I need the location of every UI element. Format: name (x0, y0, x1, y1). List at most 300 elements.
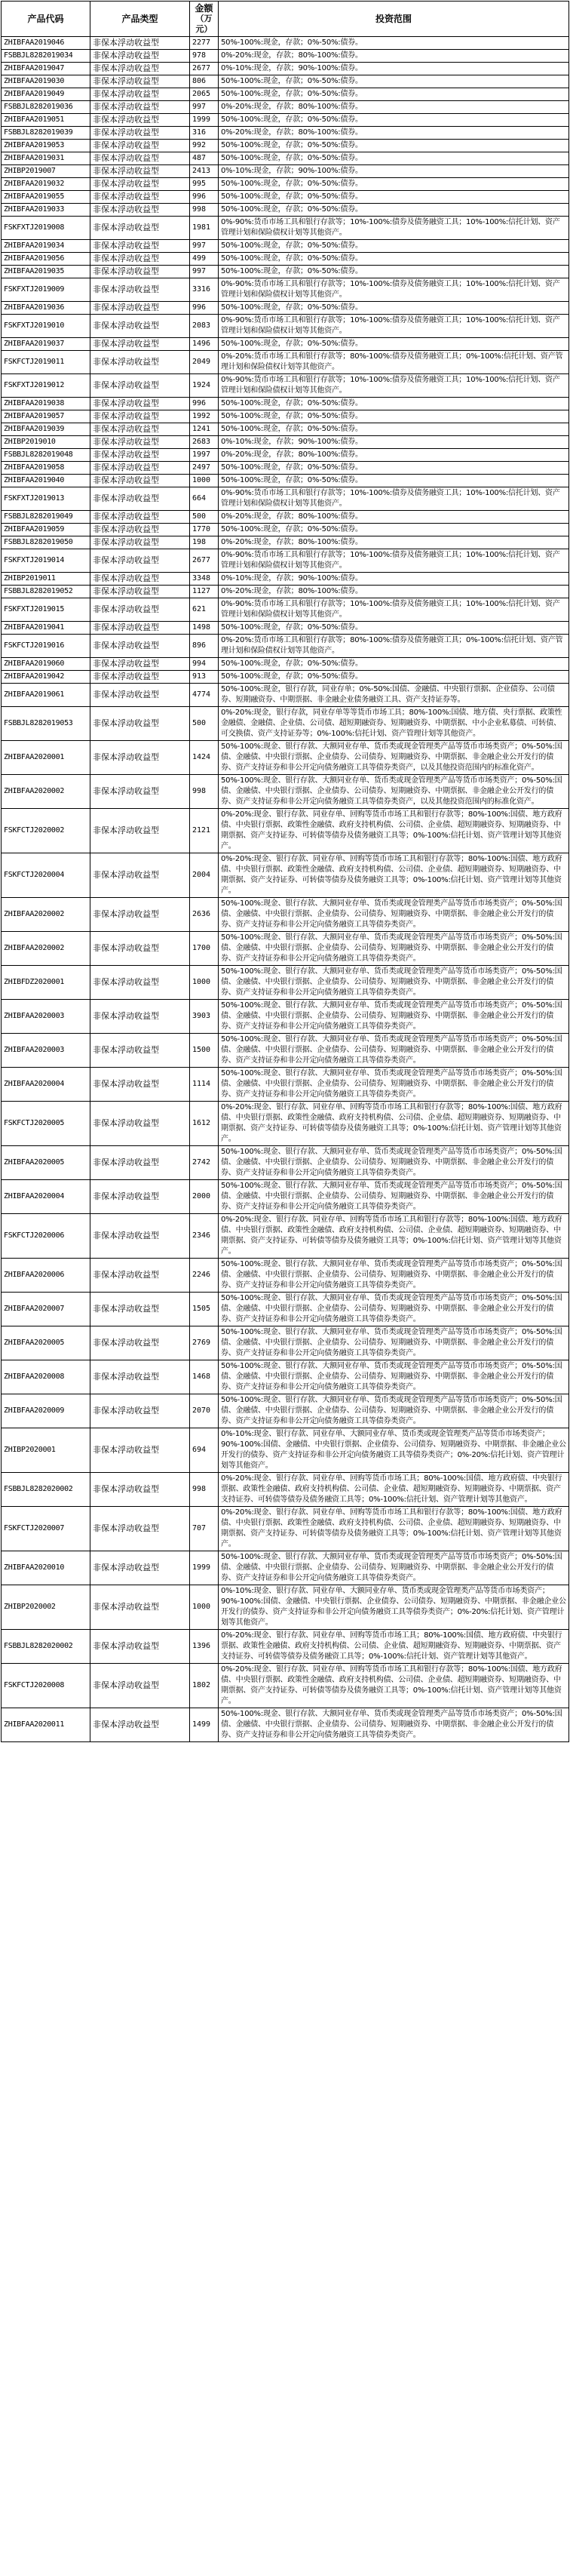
cell-amount: 1114 (190, 1068, 219, 1102)
cell-investment-scope: 50%-100%:现金，存款；0%-50%:债券。 (219, 524, 569, 536)
cell-investment-scope: 50%-100%:现金、银行存款、大额同业存单、货币类或现金管理类产品等货币市场类资产；0%-50%:国债、金融债、中央银行票据、企业债券、公司债券、短期融资券、中期票据、非金融企业公开发行的债券、资产支持证券和非公开定向债务融资工具等债券类资产。 (219, 1034, 569, 1068)
cell-investment-scope: 50%-100%:现金，存款；0%-50%:债券。 (219, 398, 569, 410)
cell-amount: 1992 (190, 410, 219, 423)
table-row (2, 338, 569, 351)
cell-product-type: 非保本浮动收益型 (90, 966, 190, 1000)
cell-amount: 992 (190, 140, 219, 152)
cell-amount: 1000 (190, 475, 219, 487)
cell-amount: 2769 (190, 1326, 219, 1360)
cell-investment-scope: 50%-100%:现金，存款；0%-50%:债券。 (219, 253, 569, 266)
cell-amount: 1999 (190, 1551, 219, 1585)
cell-product-code: ZHIBFAA2020002 (2, 775, 90, 809)
cell-product-code: FSKFXTJ2019013 (2, 487, 90, 511)
cell-product-code: FSBBJL8282019039 (2, 127, 90, 140)
cell-product-type: 非保本浮动收益型 (90, 315, 190, 338)
cell-product-type: 非保本浮动收益型 (90, 1146, 190, 1180)
table-row (2, 88, 569, 101)
cell-amount: 994 (190, 658, 219, 671)
cell-amount: 998 (190, 1473, 219, 1507)
cell-amount: 1802 (190, 1664, 219, 1708)
cell-product-type: 非保本浮动收益型 (90, 410, 190, 423)
cell-amount: 2742 (190, 1146, 219, 1180)
cell-product-code: FSKFXTJ2019010 (2, 315, 90, 338)
cell-product-type: 非保本浮动收益型 (90, 436, 190, 449)
cell-product-type: 非保本浮动收益型 (90, 684, 190, 707)
cell-product-type: 非保本浮动收益型 (90, 191, 190, 204)
table-row (2, 549, 569, 573)
cell-investment-scope: 0%-20%:现金，存款；80%-100%:债券。 (219, 449, 569, 462)
cell-product-code: FSKFXTJ2019014 (2, 549, 90, 573)
cell-product-code: FSBBJL8282019048 (2, 449, 90, 462)
cell-product-type: 非保本浮动收益型 (90, 775, 190, 809)
table-row (2, 462, 569, 475)
cell-product-type: 非保本浮动收益型 (90, 622, 190, 635)
cell-amount: 621 (190, 598, 219, 622)
table-row (2, 775, 569, 809)
cell-product-type: 非保本浮动收益型 (90, 487, 190, 511)
cell-amount: 1498 (190, 622, 219, 635)
table-row (2, 165, 569, 178)
table-row (2, 75, 569, 88)
table-row (2, 217, 569, 240)
cell-investment-scope: 0%-90%:货币市场工具和银行存款等；10%-100%:债券及债务融资工具；10%-100%:信托计划、资产管理计划和保险债权计划等其他资产。 (219, 217, 569, 240)
cell-investment-scope: 0%-20%:现金、银行存款、同业存单、回购等货币市场工具和银行存款等；80%-100%:国债、地方政府债、中央银行票据、政策性金融债、政府支持机构债、公司债、企业债、超短期融资券、短期融资券、中期票据、资产支持证券、可转债等债券及债务融资工具等；0%-100%:信托计划、资产管理计划等其他资产。 (219, 1214, 569, 1259)
cell-product-type: 非保本浮动收益型 (90, 658, 190, 671)
table-row (2, 684, 569, 707)
table-row (2, 204, 569, 217)
table-row (2, 536, 569, 549)
cell-amount: 1500 (190, 1034, 219, 1068)
table-row (2, 449, 569, 462)
cell-amount: 1000 (190, 966, 219, 1000)
cell-investment-scope: 50%-100%:现金、银行存款、大额同业存单、货币类或现金管理类产品等货币市场类资产；0%-50%:国债、金融债、中央银行票据、企业债券、公司债券、短期融资券、中期票据、非金融企业公开发行的债券、资产支持证券和非公开定向债务融资工具等债券类资产。 (219, 1293, 569, 1326)
cell-investment-scope: 0%-90%:货币市场工具和银行存款等；10%-100%:债券及债务融资工具；10%-100%:信托计划、资产管理计划和保险债权计划等其他资产。 (219, 598, 569, 622)
table-row (2, 1507, 569, 1551)
cell-amount: 998 (190, 204, 219, 217)
cell-investment-scope: 50%-100%:现金，存款；0%-50%:债券。 (219, 75, 569, 88)
cell-product-type: 非保本浮动收益型 (90, 524, 190, 536)
header-amount-unit: （万元） (195, 14, 213, 34)
header-product-type: 产品类型 (90, 2, 190, 37)
cell-product-code: ZHIBFAA2019035 (2, 266, 90, 278)
cell-product-code: ZHIBFAA2019057 (2, 410, 90, 423)
cell-investment-scope: 0%-20%:现金，存款；80%-100%:债券。 (219, 536, 569, 549)
cell-product-type: 非保本浮动收益型 (90, 549, 190, 573)
cell-amount: 2004 (190, 853, 219, 898)
table-row (2, 410, 569, 423)
table-row (2, 1259, 569, 1293)
cell-investment-scope: 0%-90%:货币市场工具和银行存款等；10%-100%:债券及债务融资工具；10%-100%:信托计划、资产管理计划和保险债权计划等其他资产。 (219, 278, 569, 302)
cell-product-code: ZHIBFAA2019032 (2, 178, 90, 191)
cell-amount: 996 (190, 191, 219, 204)
table-row (2, 1000, 569, 1034)
cell-investment-scope: 0%-20%:现金、银行存款、同业存单、回购等货币市场工具；80%-100%:国债、地方政府债、中央银行票据、政策性金融债、政府支持机构债、公司债、企业债、超短期融资券、短期融资券、中期票据、资产支持证券、可转债等债券及债务融资工具等；0%-100%:信托计划、资产管理计划等其他资产。 (219, 1630, 569, 1664)
cell-product-type: 非保本浮动收益型 (90, 88, 190, 101)
cell-product-code: ZHIBFAA2020002 (2, 932, 90, 966)
cell-investment-scope: 50%-100%:现金，存款；0%-50%:债券。 (219, 622, 569, 635)
cell-product-type: 非保本浮动收益型 (90, 50, 190, 63)
table-row (2, 101, 569, 114)
cell-product-code: ZHIBFAA2019047 (2, 63, 90, 75)
cell-amount: 707 (190, 1507, 219, 1551)
table-row (2, 1293, 569, 1326)
cell-amount: 806 (190, 75, 219, 88)
cell-amount: 997 (190, 101, 219, 114)
cell-product-code: FSKFXTJ2019012 (2, 374, 90, 398)
cell-product-code: FSKFCTJ2020008 (2, 1664, 90, 1708)
cell-investment-scope: 50%-100%:现金，存款；0%-50%:债券。 (219, 204, 569, 217)
cell-product-code: ZHIBFAA2020011 (2, 1708, 90, 1742)
cell-product-code: ZHIBFAA2019038 (2, 398, 90, 410)
product-table-page (1, 1, 569, 1742)
table-row (2, 966, 569, 1000)
cell-investment-scope: 50%-100%:现金，存款；0%-50%:债券。 (219, 178, 569, 191)
cell-product-code: FSBBJL8282019034 (2, 50, 90, 63)
cell-investment-scope: 0%-10%:现金，存款；90%-100%:债券。 (219, 436, 569, 449)
cell-amount: 3348 (190, 573, 219, 586)
cell-product-type: 非保本浮动收益型 (90, 635, 190, 658)
cell-product-type: 非保本浮动收益型 (90, 853, 190, 898)
table-row (2, 1630, 569, 1664)
table-row (2, 1102, 569, 1146)
cell-amount: 3903 (190, 1000, 219, 1034)
cell-investment-scope: 50%-100%:现金，存款；0%-50%:债券。 (219, 152, 569, 165)
cell-investment-scope: 50%-100%:现金、银行存款、大额同业存单、货币类或现金管理类产品等货币市场类资产；0%-50%:国债、金融债、中央银行票据、企业债券、公司债券、短期融资券、中期票据、非金融企业公开发行的债券、资产支持证券和非公开定向债务融资工具等债券类资产。 (219, 1394, 569, 1428)
cell-product-type: 非保本浮动收益型 (90, 1034, 190, 1068)
cell-product-type: 非保本浮动收益型 (90, 152, 190, 165)
cell-investment-scope: 0%-20%:现金，存款；80%-100%:债券。 (219, 127, 569, 140)
cell-investment-scope: 0%-90%:货币市场工具和银行存款等；10%-100%:债券及债务融资工具；10%-100%:信托计划、资产管理计划和保险债权计划等其他资产。 (219, 549, 569, 573)
table-body (2, 37, 569, 1742)
cell-product-type: 非保本浮动收益型 (90, 449, 190, 462)
table-row (2, 1034, 569, 1068)
cell-amount: 1468 (190, 1360, 219, 1394)
cell-product-type: 非保本浮动收益型 (90, 475, 190, 487)
cell-amount: 2277 (190, 37, 219, 50)
header-amount (190, 2, 219, 37)
cell-product-code: ZHIBFAA2019033 (2, 204, 90, 217)
table-row (2, 374, 569, 398)
cell-amount: 499 (190, 253, 219, 266)
cell-investment-scope: 0%-10%:现金、银行存款、同业存单、大额同业存单、货币类或现金管理类产品等货币市场类资产；90%-100%:国债、金融债、中央银行票据、企业债券、公司债券、短期融资券、中期票据、非金融企业公开发行的债券、资产支持证券和非公开定向债务融资工具等债券类资产；0%-20%:信托计划、资产管理计划等其他资产。 (219, 1585, 569, 1630)
cell-amount: 4774 (190, 684, 219, 707)
cell-amount: 694 (190, 1428, 219, 1473)
cell-product-type: 非保本浮动收益型 (90, 741, 190, 775)
cell-amount: 2346 (190, 1214, 219, 1259)
cell-product-type: 非保本浮动收益型 (90, 1507, 190, 1551)
cell-product-type: 非保本浮动收益型 (90, 253, 190, 266)
cell-investment-scope: 0%-20%:现金，存款；80%-100%:债券。 (219, 50, 569, 63)
cell-investment-scope: 50%-100%:现金，存款；0%-50%:债券。 (219, 266, 569, 278)
cell-product-code: ZHIBFAA2019036 (2, 302, 90, 315)
cell-product-type: 非保本浮动收益型 (90, 1000, 190, 1034)
cell-product-type: 非保本浮动收益型 (90, 671, 190, 684)
cell-investment-scope: 50%-100%:现金、银行存款、大额同业存单、货币类或现金管理类产品等货币市场类资产；0%-50%:国债、金融债、中央银行票据、企业债券、公司债券、短期融资券、中期票据、非金融企业公开发行的债券、资产支持证券和非公开定向债务融资工具等债券类资产，以及其他投资范围内的标准化资产。 (219, 741, 569, 775)
cell-amount: 1612 (190, 1102, 219, 1146)
cell-product-code: ZHIBFAA2019060 (2, 658, 90, 671)
product-table (1, 1, 569, 1742)
cell-product-code: ZHIBFAA2019040 (2, 475, 90, 487)
cell-investment-scope: 50%-100%:现金，存款；0%-50%:债券。 (219, 37, 569, 50)
cell-product-type: 非保本浮动收益型 (90, 127, 190, 140)
cell-product-type: 非保本浮动收益型 (90, 598, 190, 622)
cell-investment-scope: 0%-20%:现金，银行存款，同业存单等等货币市场工具；80%-100%:国债、地方债、央行票据、政策性金融债、金融债、企业债、公司债、超短期融资券、短期融资券、中期票据、中小企业私募债、可转债、可交换债、资产支持证券等；0%-100%:信托计划、资产管理计划等其他资产。 (219, 707, 569, 741)
cell-amount: 2070 (190, 1394, 219, 1428)
cell-investment-scope: 0%-20%:货币市场工具和银行存款等；80%-100%:债券及债务融资工具；0%-100%:信托计划、资产管理计划和保险债权计划等其他资产。 (219, 635, 569, 658)
cell-product-code: ZHIBFAA2019042 (2, 671, 90, 684)
cell-investment-scope: 0%-20%:现金、银行存款、同业存单、回购等货币市场工具和银行存款等；80%-100%:国债、地方政府债、中央银行票据、政策性金融债、政府支持机构债、公司债、企业债、超短期融资券、短期融资券、中期票据、资产支持证券、可转债等债券及债务融资工具等；0%-100%:信托计划、资产管理计划等其他资产。 (219, 1102, 569, 1146)
cell-amount: 997 (190, 240, 219, 253)
cell-amount: 2049 (190, 351, 219, 374)
cell-amount: 1000 (190, 1585, 219, 1630)
cell-investment-scope: 50%-100%:现金，存款；0%-50%:债券。 (219, 671, 569, 684)
cell-product-code: FSKFXTJ2019008 (2, 217, 90, 240)
cell-product-code: ZHIBFAA2020006 (2, 1259, 90, 1293)
cell-amount: 996 (190, 302, 219, 315)
table-row (2, 671, 569, 684)
cell-product-type: 非保本浮动收益型 (90, 204, 190, 217)
cell-investment-scope: 50%-100%:现金、银行存款、大额同业存单、货币类或现金管理类产品等货币市场类资产；0%-50%:国债、金融债、中央银行票据、企业债券、公司债券、短期融资券、中期票据、非金融企业公开发行的债券、资产支持证券和非公开定向债务融资工具等债券类资产。 (219, 1259, 569, 1293)
cell-product-type: 非保本浮动收益型 (90, 1664, 190, 1708)
table-row (2, 635, 569, 658)
cell-amount: 2413 (190, 165, 219, 178)
cell-product-code: FSKFCTJ2019011 (2, 351, 90, 374)
cell-product-code: FSKFCTJ2020005 (2, 1102, 90, 1146)
cell-amount: 487 (190, 152, 219, 165)
table-row (2, 1473, 569, 1507)
cell-product-type: 非保本浮动收益型 (90, 140, 190, 152)
cell-investment-scope: 0%-20%:现金、银行存款、同业存单、回购等货币市场工具和银行存款等；80%-100%:国债、地方政府债、中央银行票据、政策性金融债、政府支持机构债、公司债、企业债、超短期融资券、短期融资券、中期票据、资产支持证券、可转债等债券及债务融资工具等；0%-100%:信托计划、资产管理计划等其他资产。 (219, 1664, 569, 1708)
cell-product-code: ZHIBP2020002 (2, 1585, 90, 1630)
table-row (2, 511, 569, 524)
cell-amount: 1127 (190, 586, 219, 598)
cell-investment-scope: 50%-100%:现金，存款；0%-50%:债券。 (219, 191, 569, 204)
cell-product-code: ZHIBFAA2020004 (2, 1180, 90, 1214)
cell-product-code: FSBBJL8282020002 (2, 1630, 90, 1664)
cell-investment-scope: 50%-100%:现金、银行存款、大额同业存单、货币类或现金管理类产品等货币市场类资产；0%-50%:国债、金融债、中央银行票据、企业债券、公司债券、短期融资券、中期票据、非金融企业公开发行的债券、资产支持证券和非公开定向债务融资工具等债券类资产。 (219, 1551, 569, 1585)
cell-investment-scope: 50%-100%:现金，存款；0%-50%:债券。 (219, 475, 569, 487)
cell-product-code: FSKFXTJ2019009 (2, 278, 90, 302)
cell-investment-scope: 50%-100%:现金，存款；0%-50%:债券。 (219, 462, 569, 475)
cell-product-type: 非保本浮动收益型 (90, 75, 190, 88)
cell-product-code: ZHIBFAA2019039 (2, 423, 90, 436)
cell-amount: 1997 (190, 449, 219, 462)
table-row (2, 1360, 569, 1394)
cell-amount: 1424 (190, 741, 219, 775)
cell-product-code: FSKFCTJ2020006 (2, 1214, 90, 1259)
cell-product-type: 非保本浮动收益型 (90, 932, 190, 966)
table-row (2, 1585, 569, 1630)
cell-product-type: 非保本浮动收益型 (90, 217, 190, 240)
cell-product-code: FSKFCTJ2020004 (2, 853, 90, 898)
cell-product-code: ZHIBFAA2019053 (2, 140, 90, 152)
table-row (2, 398, 569, 410)
cell-amount: 997 (190, 266, 219, 278)
cell-product-type: 非保本浮动收益型 (90, 1102, 190, 1146)
table-row (2, 707, 569, 741)
cell-product-code: ZHIBFAA2019030 (2, 75, 90, 88)
cell-investment-scope: 50%-100%:现金、银行存款、大额同业存单、货币类或现金管理类产品等货币市场类资产；0%-50%:国债、金融债、中央银行票据、企业债券、公司债券、短期融资券、中期票据、非金融企业公开发行的债券、资产支持证券和非公开定向债务融资工具等债券类资产。 (219, 1068, 569, 1102)
cell-product-code: ZHIBFAA2020001 (2, 741, 90, 775)
table-row (2, 932, 569, 966)
table-row (2, 524, 569, 536)
cell-product-code: ZHIBFAA2019034 (2, 240, 90, 253)
cell-investment-scope: 50%-100%:现金，存款；0%-50%:债券。 (219, 410, 569, 423)
cell-amount: 2121 (190, 809, 219, 853)
cell-investment-scope: 50%-100%:现金，存款；0%-50%:债券。 (219, 140, 569, 152)
cell-product-code: ZHIBFAA2019041 (2, 622, 90, 635)
cell-amount: 1700 (190, 932, 219, 966)
cell-investment-scope: 0%-10%:现金，存款；90%-100%:债券。 (219, 165, 569, 178)
cell-investment-scope: 0%-90%:货币市场工具和银行存款等；10%-100%:债券及债务融资工具；10%-100%:信托计划、资产管理计划和保险债权计划等其他资产。 (219, 374, 569, 398)
cell-product-type: 非保本浮动收益型 (90, 1214, 190, 1259)
table-row (2, 1068, 569, 1102)
cell-product-code: ZHIBFAA2020004 (2, 1068, 90, 1102)
table-row (2, 475, 569, 487)
cell-amount: 1981 (190, 217, 219, 240)
cell-product-type: 非保本浮动收益型 (90, 178, 190, 191)
table-header-row (2, 2, 569, 37)
cell-investment-scope: 50%-100%:现金，存款；0%-50%:债券。 (219, 338, 569, 351)
table-row (2, 37, 569, 50)
table-row (2, 436, 569, 449)
cell-investment-scope: 50%-100%:现金、银行存款、大额同业存单、货币类或现金管理类产品等货币市场类资产；0%-50%:国债、金融债、中央银行票据、企业债券、公司债券、短期融资券、中期票据、非金融企业公开发行的债券、资产支持证券和非公开定向债务融资工具等债券类资产。 (219, 1360, 569, 1394)
table-row (2, 1146, 569, 1180)
cell-investment-scope: 50%-100%:现金、银行存款、大额同业存单、货币类或现金管理类产品等货币市场类资产；0%-50%:国债、金融债、中央银行票据、企业债券、公司债券、短期融资券、中期票据、非金融企业公开发行的债券、资产支持证券和非公开定向债务融资工具等债券类资产。 (219, 1326, 569, 1360)
cell-product-type: 非保本浮动收益型 (90, 809, 190, 853)
cell-product-code: FSKFCTJ2020002 (2, 809, 90, 853)
table-row (2, 240, 569, 253)
cell-amount: 978 (190, 50, 219, 63)
cell-amount: 913 (190, 671, 219, 684)
cell-product-code: ZHIBFAA2020003 (2, 1034, 90, 1068)
cell-amount: 2677 (190, 63, 219, 75)
table-row (2, 266, 569, 278)
table-row (2, 1394, 569, 1428)
cell-amount: 896 (190, 635, 219, 658)
cell-amount: 198 (190, 536, 219, 549)
cell-product-type: 非保本浮动收益型 (90, 398, 190, 410)
cell-product-type: 非保本浮动收益型 (90, 1630, 190, 1664)
cell-product-type: 非保本浮动收益型 (90, 302, 190, 315)
cell-product-code: ZHIBFAA2019051 (2, 114, 90, 127)
cell-product-type: 非保本浮动收益型 (90, 573, 190, 586)
cell-product-type: 非保本浮动收益型 (90, 462, 190, 475)
table-row (2, 1180, 569, 1214)
cell-product-type: 非保本浮动收益型 (90, 536, 190, 549)
header-investment-scope: 投资范围 (219, 2, 569, 37)
cell-product-code: ZHIBFAA2020010 (2, 1551, 90, 1585)
cell-amount: 998 (190, 775, 219, 809)
cell-product-code: FSBBJL8282019052 (2, 586, 90, 598)
cell-amount: 2636 (190, 898, 219, 932)
cell-product-code: ZHIBFDZ2020001 (2, 966, 90, 1000)
table-row (2, 423, 569, 436)
header-product-code: 产品代码 (2, 2, 90, 37)
cell-amount: 995 (190, 178, 219, 191)
cell-amount: 1396 (190, 1630, 219, 1664)
cell-investment-scope: 50%-100%:现金，存款；0%-50%:债券。 (219, 302, 569, 315)
table-row (2, 351, 569, 374)
cell-product-type: 非保本浮动收益型 (90, 351, 190, 374)
table-row (2, 127, 569, 140)
table-row (2, 1708, 569, 1742)
cell-investment-scope: 50%-100%:现金、银行存款、大额同业存单、货币类或现金管理类产品等货币市场类资产；0%-50%:国债、金融债、中央银行票据、企业债券、公司债券、短期融资券、中期票据、非金融企业公开发行的债券、资产支持证券和非公开定向债务融资工具等债券类资产。 (219, 966, 569, 1000)
table-row (2, 853, 569, 898)
cell-product-code: FSBBJL8282019036 (2, 101, 90, 114)
cell-product-code: ZHIBFAA2019061 (2, 684, 90, 707)
header-amount-label: 金额 (195, 3, 213, 14)
table-row (2, 598, 569, 622)
cell-product-code: ZHIBFAA2019056 (2, 253, 90, 266)
cell-investment-scope: 0%-20%:现金、银行存款、同业存单、回购等货币市场工具和银行存款等；80%-100%:国债、地方政府债、中央银行票据、政策性金融债、政府支持机构债、公司债、企业债、超短期融资券、短期融资券、中期票据、资产支持证券、可转债等债券及债务融资工具等；0%-100%:信托计划、资产管理计划等其他资产。 (219, 809, 569, 853)
table-row (2, 63, 569, 75)
table-row (2, 152, 569, 165)
cell-investment-scope: 50%-100%:现金，存款；0%-50%:债券。 (219, 88, 569, 101)
cell-product-type: 非保本浮动收益型 (90, 266, 190, 278)
cell-investment-scope: 0%-90%:货币市场工具和银行存款等；10%-100%:债券及债务融资工具；10%-100%:信托计划、资产管理计划和保险债权计划等其他资产。 (219, 487, 569, 511)
cell-product-code: ZHIBFAA2020005 (2, 1146, 90, 1180)
cell-investment-scope: 0%-90%:货币市场工具和银行存款等；10%-100%:债券及债务融资工具；10%-100%:信托计划、资产管理计划和保险债权计划等其他资产。 (219, 315, 569, 338)
cell-product-code: ZHIBFAA2019037 (2, 338, 90, 351)
cell-product-type: 非保本浮动收益型 (90, 1326, 190, 1360)
cell-amount: 1770 (190, 524, 219, 536)
cell-amount: 1999 (190, 114, 219, 127)
cell-product-code: ZHIBFAA2020008 (2, 1360, 90, 1394)
cell-investment-scope: 50%-100%:现金、银行存款、大额同业存单、货币类或现金管理类产品等货币市场类资产；0%-50%:国债、金融债、中央银行票据、企业债券、公司债券、短期融资券、中期票据、非金融企业公开发行的债券、资产支持证券和非公开定向债务融资工具等债券类资产。 (219, 1000, 569, 1034)
cell-amount: 2683 (190, 436, 219, 449)
cell-product-type: 非保本浮动收益型 (90, 1360, 190, 1394)
cell-investment-scope: 0%-10%:现金，存款；90%-100%:债券。 (219, 573, 569, 586)
cell-investment-scope: 0%-20%:现金，存款；80%-100%:债券。 (219, 586, 569, 598)
cell-amount: 316 (190, 127, 219, 140)
cell-product-code: ZHIBP2019010 (2, 436, 90, 449)
cell-product-type: 非保本浮动收益型 (90, 165, 190, 178)
cell-product-code: ZHIBFAA2020005 (2, 1326, 90, 1360)
cell-product-type: 非保本浮动收益型 (90, 1473, 190, 1507)
cell-investment-scope: 0%-20%:现金，存款；80%-100%:债券。 (219, 101, 569, 114)
table-row (2, 1326, 569, 1360)
cell-product-type: 非保本浮动收益型 (90, 240, 190, 253)
cell-investment-scope: 0%-10%:现金、银行存款、同业存单、大额同业存单、货币类或现金管理类产品等货币市场类资产；90%-100%:国债、金融债、中央银行票据、企业债券、公司债券、短期融资券、中期票据、非金融企业公开发行的债券、资产支持证券和非公开定向债务融资工具等债券类资产；0%-20%:信托计划、资产管理计划等其他资产。 (219, 1428, 569, 1473)
cell-product-type: 非保本浮动收益型 (90, 1428, 190, 1473)
table-row (2, 487, 569, 511)
table-row (2, 1214, 569, 1259)
table-row (2, 140, 569, 152)
cell-product-type: 非保本浮动收益型 (90, 1259, 190, 1293)
table-row (2, 586, 569, 598)
cell-product-type: 非保本浮动收益型 (90, 1708, 190, 1742)
cell-amount: 2497 (190, 462, 219, 475)
table-row (2, 302, 569, 315)
table-row (2, 253, 569, 266)
cell-product-code: ZHIBP2019007 (2, 165, 90, 178)
cell-product-code: ZHIBFAA2020002 (2, 898, 90, 932)
cell-product-type: 非保本浮动收益型 (90, 338, 190, 351)
table-row (2, 178, 569, 191)
cell-product-code: FSKFCTJ2019016 (2, 635, 90, 658)
cell-investment-scope: 50%-100%:现金、银行存款、大额同业存单、货币类或现金管理类产品等货币市场类资产；0%-50%:国债、金融债、中央银行票据、企业债券、公司债券、短期融资券、中期票据、非金融企业公开发行的债券、资产支持证券和非公开定向债务融资工具等债券类资产。 (219, 1146, 569, 1180)
cell-amount: 1499 (190, 1708, 219, 1742)
cell-amount: 500 (190, 511, 219, 524)
cell-investment-scope: 0%-20%:现金、银行存款、同业存单、回购等货币市场工具和银行存款等；80%-100%:国债、地方政府债、中央银行票据、政策性金融债、政府支持机构债、公司债、企业债、超短期融资券、短期融资券、中期票据、资产支持证券、可转债等债券及债务融资工具等；0%-100%:信托计划、资产管理计划等其他资产。 (219, 1507, 569, 1551)
table-row (2, 1664, 569, 1708)
cell-product-type: 非保本浮动收益型 (90, 1585, 190, 1630)
cell-investment-scope: 50%-100%:现金、银行存款、大额同业存单、货币类或现金管理类产品等货币市场类资产；0%-50%:国债、金融债、中央银行票据、企业债券、公司债券、短期融资券、中期票据、非金融企业公开发行的债券、资产支持证券和非公开定向债务融资工具等债券类资产。 (219, 932, 569, 966)
cell-amount: 1924 (190, 374, 219, 398)
cell-product-type: 非保本浮动收益型 (90, 423, 190, 436)
cell-product-type: 非保本浮动收益型 (90, 37, 190, 50)
